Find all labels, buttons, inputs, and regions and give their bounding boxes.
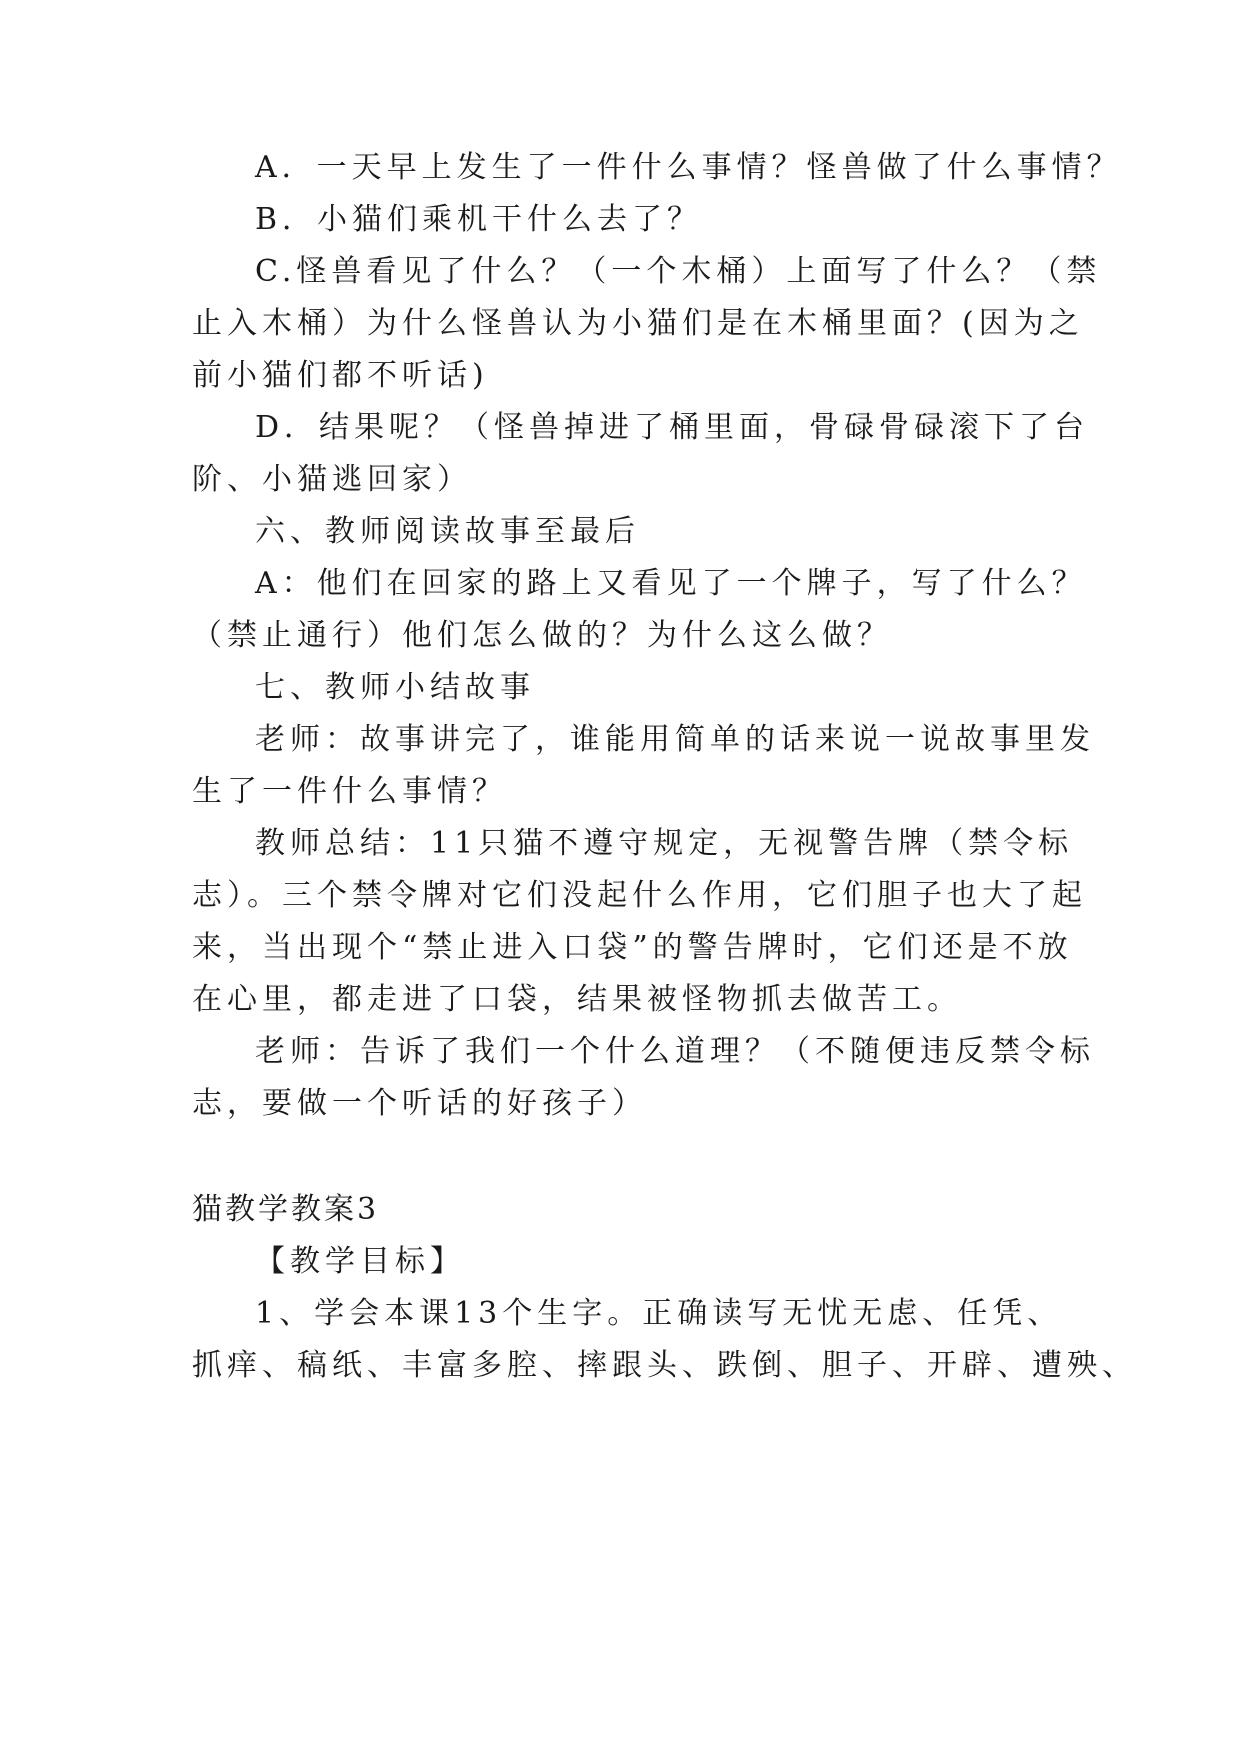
- section-six-question-line-2: （禁止通行）他们怎么做的？为什么这么做？: [192, 618, 892, 653]
- teacher-summary-line-2: 志）。三个禁令牌对它们没起什么作用，它们胆子也大了起: [192, 878, 1087, 913]
- section-seven-heading: 七、教师小结故事: [255, 670, 535, 705]
- goal-one-line-2: 抓痒、稿纸、丰富多腔、摔跟头、跌倒、胆子、开辟、遭殃、: [192, 1348, 1137, 1383]
- section-six-heading: 六、教师阅读故事至最后: [255, 514, 640, 549]
- question-d-line-1: D．结果呢？（怪兽掉进了桶里面，骨碌骨碌滚下了台: [255, 410, 1090, 445]
- question-c-line-1: C.怪兽看见了什么？（一个木桶）上面写了什么？（禁: [255, 254, 1102, 289]
- question-c-line-3: 前小猫们都不听话): [192, 358, 489, 393]
- teacher-summary-line-4: 在心里，都走进了口袋，结果被怪物抓去做苦工。: [192, 982, 962, 1017]
- goal-one-line-1: 1、学会本课13个生字。正确读写无忧无虑、任凭、: [255, 1296, 1063, 1331]
- question-d-line-2: 阶、小猫逃回家）: [192, 462, 472, 497]
- teacher-prompt-line-2: 生了一件什么事情？: [192, 774, 507, 809]
- lesson-plan-title: 猫教学教案3: [192, 1192, 380, 1227]
- question-a: A．一天早上发生了一件什么事情？怪兽做了什么事情？: [255, 150, 1122, 185]
- teacher-prompt-line-1: 老师：故事讲完了，谁能用简单的话来说一说故事里发: [255, 722, 1095, 757]
- question-b: B．小猫们乘机干什么去了？: [255, 202, 703, 237]
- section-six-question-line-1: A：他们在回家的路上又看见了一个牌子，写了什么？: [255, 566, 1087, 601]
- teaching-goals-heading: 【教学目标】: [255, 1244, 465, 1279]
- teacher-summary-line-3: 来，当出现个“禁止进入口袋”的警告牌时，它们还是不放: [192, 930, 1073, 965]
- teacher-summary-line-1: 教师总结：11只猫不遵守规定，无视警告牌（禁令标: [255, 826, 1074, 861]
- teacher-moral-line-1: 老师：告诉了我们一个什么道理？（不随便违反禁令标: [255, 1034, 1095, 1069]
- teacher-moral-line-2: 志，要做一个听话的好孩子）: [192, 1086, 647, 1121]
- question-c-line-2: 止入木桶）为什么怪兽认为小猫们是在木桶里面？(因为之: [192, 306, 1084, 341]
